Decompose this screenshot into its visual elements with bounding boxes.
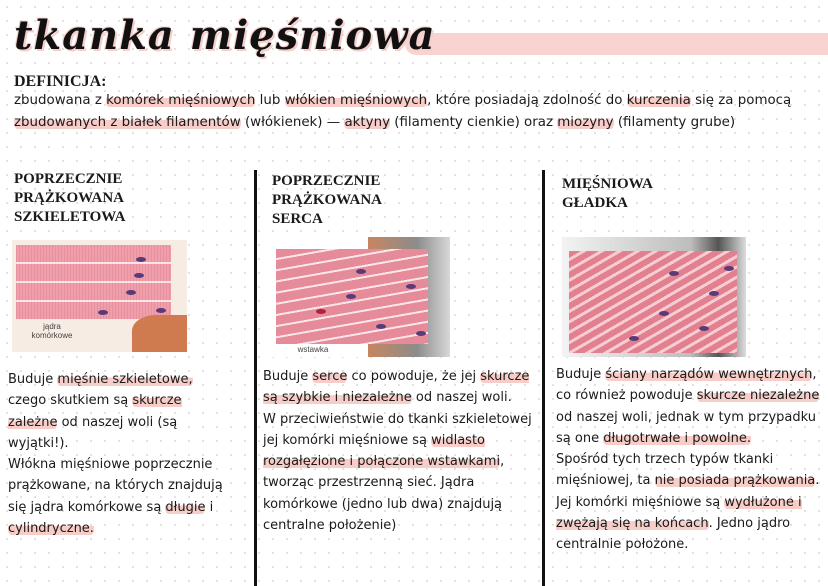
heading-cardiac — [272, 172, 382, 229]
image-caption: jądra komórkowe — [31, 322, 73, 340]
text-segment: czego skutkiem są — [8, 393, 133, 409]
highlighted-text: zbudowanych z białek filamentów — [14, 115, 241, 130]
definition-label: DEFINICJA: — [14, 73, 107, 90]
text-segment: i — [205, 499, 214, 515]
text-segment: Buduje — [556, 367, 606, 382]
highlighted-text: nie posiada prążkowania — [654, 473, 816, 489]
heading-line: POPRZECZNIE — [14, 171, 123, 187]
cardiac-description — [263, 366, 533, 536]
title-decoration-bar — [405, 33, 828, 55]
text-segment: Spośród tych trzech typów tkanki mięśniowej, ta — [556, 452, 774, 489]
muscle-fibers — [276, 249, 428, 344]
highlighted-text: skurcze zależne — [8, 393, 182, 430]
text-segment: co powoduje, że jej — [347, 369, 481, 384]
heading-line: SZKIELETOWA — [14, 209, 126, 225]
skeletal-description — [8, 369, 228, 539]
text-segment: się za pomocą — [690, 93, 792, 108]
skeletal-muscle-image — [12, 240, 187, 352]
highlighted-text: skurcze niezależne — [696, 388, 820, 404]
highlighted-text: długotrwałe i powolne. — [603, 430, 751, 446]
column-divider — [542, 170, 545, 586]
text-segment: Buduje — [8, 372, 58, 387]
highlighted-text: mięśnie szkieletowe, — [57, 372, 193, 387]
text-segment: od naszej woli. — [411, 390, 512, 406]
text-segment: W przeciwieństwie do tkanki szkieletowej jej komórki mięśniowe są — [263, 411, 532, 448]
text-segment: od naszej woli, jednak w tym przypadku są one — [556, 409, 816, 446]
highlighted-text: cylindryczne. — [8, 521, 94, 537]
text-segment: (włókienek) — — [240, 115, 345, 130]
text-segment: , które posiadają zdolność do — [427, 93, 627, 108]
text-segment: , tworząc przestrzenną sieć. Jądra komórkowe (jedno lub dwa) znajdują centralne położenie) — [263, 454, 505, 534]
text-segment: . Jej komórki mięśniowe są — [556, 473, 820, 510]
muscle-fibers — [569, 251, 737, 353]
highlighted-text: ściany narządów wewnętrznych — [605, 367, 813, 382]
text-segment: (filamenty grube) — [613, 115, 736, 130]
text-segment: . Jedno jądro centralnie położone. — [556, 516, 791, 553]
heading-skeletal — [14, 170, 125, 227]
heading-line: SERCA — [272, 211, 323, 227]
smooth-muscle-image — [562, 237, 746, 357]
heading-line: GŁADKA — [562, 195, 628, 211]
image-caption: wstawka — [297, 345, 329, 354]
highlighted-text: wydłużone i zwężają się na końcach — [556, 494, 802, 532]
text-segment: Buduje — [263, 369, 313, 384]
heading-smooth — [562, 175, 653, 213]
smooth-description — [556, 364, 821, 556]
page-title: tkanka mięśniowa — [14, 12, 436, 59]
highlighted-text: skurcze są szybkie i niezależne — [263, 369, 530, 406]
heading-line: POPRZECZNIE — [272, 173, 381, 189]
highlighted-text: włókien mięśniowych — [284, 93, 428, 108]
highlighted-text: serce — [312, 369, 348, 384]
heading-line: PRĄŻKOWANA — [272, 192, 383, 208]
highlighted-text: widlasto rozgałęzione i połączone wstawkami — [263, 432, 501, 470]
text-segment: Włókna mięśniowe poprzecznie prążkowane, na których znajdują się jądra komórkowe są — [8, 457, 223, 515]
highlighted-text: aktyny — [344, 115, 390, 130]
text-segment: , co również powoduje — [556, 367, 817, 404]
highlighted-text: kurczenia — [626, 93, 691, 108]
text-segment: (filamenty cienkie) oraz — [390, 115, 558, 130]
muscle-fibers — [16, 245, 171, 320]
text-segment: zbudowana z — [14, 93, 107, 108]
highlighted-text: miozyny — [557, 115, 614, 130]
column-divider — [254, 170, 257, 586]
text-segment: od naszej woli (są wyjątki!). — [8, 414, 178, 451]
heading-line: MIĘŚNIOWA — [562, 176, 653, 192]
heading-line: PRĄŻKOWANA — [14, 190, 125, 206]
highlighted-text: długie — [165, 499, 206, 515]
definition-text — [14, 90, 804, 134]
cardiac-muscle-image — [268, 237, 450, 357]
text-segment: lub — [255, 93, 285, 108]
highlighted-text: komórek mięśniowych — [106, 93, 256, 108]
